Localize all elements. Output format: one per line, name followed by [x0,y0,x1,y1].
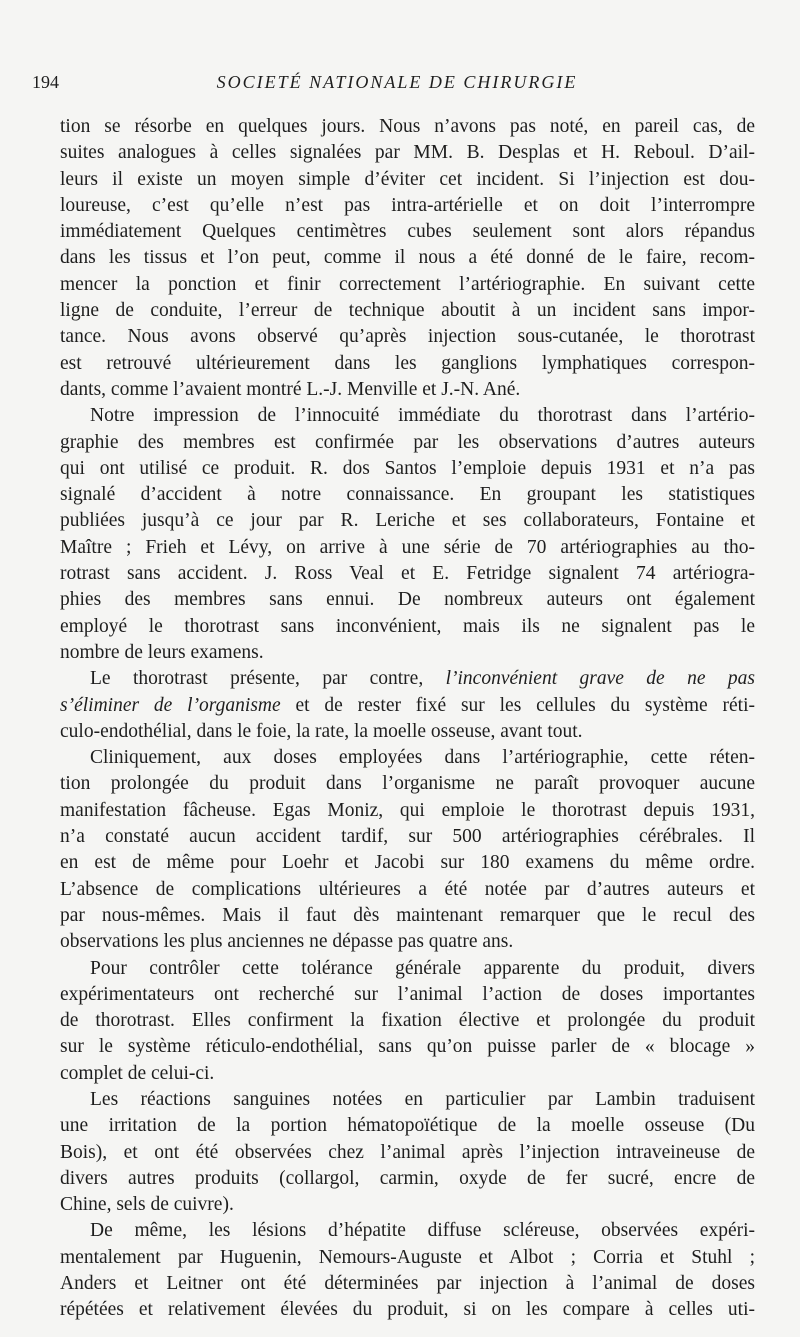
text-line: tion prolongée du produit dans l’organisme ne paraît provoquer aucune [60,773,755,795]
text-line: tance. Nous avons observé qu’après injection sous-cutanée, le thorotrast [60,326,755,348]
paragraph [60,403,755,666]
text-line: par nous-mêmes. Mais il faut dès maintenant remarquer que le recul des [60,904,755,926]
text-line: Notre impression de l’innocuité immédiate du thorotrast dans l’artério- [90,405,755,427]
text-line: ligne de conduite, l’erreur de technique aboutit à un incident sans impor- [60,300,755,322]
paragraph [60,745,755,955]
text-line: nombre de leurs examens. [60,641,264,663]
text-line: culo-endothélial, dans le foie, la rate, la moelle osseuse, avant tout. [60,720,583,742]
text-line [60,666,755,692]
text-line [60,693,755,719]
paragraph [60,956,755,1087]
paragraph [60,114,755,403]
text-line: mencer la ponction et finir correctement l’artériographie. En suivant cette [60,273,755,295]
text-line: Anders et Leitner ont été déterminées par injection à l’animal de doses [60,1273,755,1295]
text-line: dans les tissus et l’on peut, comme il nous a été donné de le faire, recom- [60,247,755,269]
text-line: en est de même pour Loehr et Jacobi sur 180 examens du même ordre. [60,852,755,874]
text-line: qui ont utilisé ce produit. R. dos Santos l’emploie depuis 1931 et n’a pas [60,457,755,479]
text-line: L’absence de complications ultérieures a été notée par d’autres auteurs et [60,878,755,900]
page-number: 194 [32,72,59,92]
text-line: complet de celui-ci. [60,1062,215,1084]
text-line: dants, comme l’avaient montré L.-J. Menville et J.-N. Ané. [60,378,521,400]
text-line: expérimentateurs ont recherché sur l’animal l’action de doses importantes [60,983,755,1005]
text-line: rotrast sans accident. J. Ross Veal et E. Fetridge signalent 74 artériogra- [60,563,755,585]
text-line: leurs il existe un moyen simple d’éviter cet incident. Si l’injection est dou- [60,168,755,190]
text-line: répétées et relativement élevées du produit, si on les compare à celles uti- [60,1299,755,1321]
text-line: signalé d’accident à notre connaissance. En groupant les statistiques [60,484,755,506]
text-line: suites analogues à celles signalées par MM. B. Desplas et H. Reboul. D’ail- [60,142,755,164]
text-line: de thorotrast. Elles confirment la fixation élective et prolongée du produit [60,1010,755,1032]
italic-text-run: s’éliminer de l’organisme [60,694,281,716]
text-line: immédiatement Quelques centimètres cubes seulement sont alors répandus [60,221,755,243]
text-run: et de rester fixé sur les cellules du système réti- [280,694,755,716]
text-line: tion se résorbe en quelques jours. Nous n’avons pas noté, en pareil cas, de [60,116,755,137]
text-line: est retrouvé ultérieurement dans les ganglions lymphatiques correspon- [60,352,755,374]
text-line: manifestation fâcheuse. Egas Moniz, qui emploie le thorotrast depuis 1931, [60,799,755,821]
text-run: Le thorotrast présente, par contre, [90,668,446,690]
text-line: employé le thorotrast sans inconvénient, mais ils ne signalent pas le [60,615,755,637]
text-line: une irritation de la portion hématopoïétique de la moelle osseuse (Du [60,1115,755,1137]
paragraph [60,1087,755,1218]
text-line: observations les plus anciennes ne dépasse pas quatre ans. [60,931,514,953]
running-title: SOCIETÉ NATIONALE DE CHIRURGIE [216,72,578,92]
text-line: Cliniquement, aux doses employées dans l’artériographie, cette réten- [90,747,755,769]
text-line: divers autres produits (collargol, carmin, oxyde de fer sucré, encre de [60,1167,755,1189]
text-line: loureuse, c’est qu’elle n’est pas intra-artérielle et on doit l’interrompre [60,194,755,216]
text-line: Bois), et ont été observées chez l’animal après l’injection intraveineuse de [60,1141,755,1163]
text-line: Les réactions sanguines notées en particulier par Lambin traduisent [90,1088,755,1110]
text-line: Chine, sels de cuivre). [60,1194,234,1216]
article-body [60,114,755,1324]
text-line: phies des membres sans ennui. De nombreux auteurs ont également [60,589,755,611]
paragraph [60,666,755,745]
text-line: Maître ; Frieh et Lévy, on arrive à une série de 70 artériographies au tho- [60,536,755,558]
text-line: publiées jusqu’à ce jour par R. Leriche et ses collaborateurs, Fontaine et [60,510,755,532]
text-line: n’a constaté aucun accident tardif, sur 500 artériographies cérébrales. Il [60,826,755,848]
text-line: Pour contrôler cette tolérance générale apparente du produit, divers [90,957,755,979]
text-line: graphie des membres est confirmée par les observations d’autres auteurs [60,431,755,453]
text-line: De même, les lésions d’hépatite diffuse scléreuse, observées expéri- [90,1220,755,1242]
text-line: mentalement par Huguenin, Nemours-Auguste et Albot ; Corria et Stuhl ; [60,1246,755,1268]
page-header [32,68,762,98]
text-line: sur le système réticulo-endothélial, sans qu’on puisse parler de « blocage » [60,1036,755,1058]
paragraph [60,1218,755,1323]
italic-text-run: l’inconvénient grave de ne pas [445,668,755,690]
